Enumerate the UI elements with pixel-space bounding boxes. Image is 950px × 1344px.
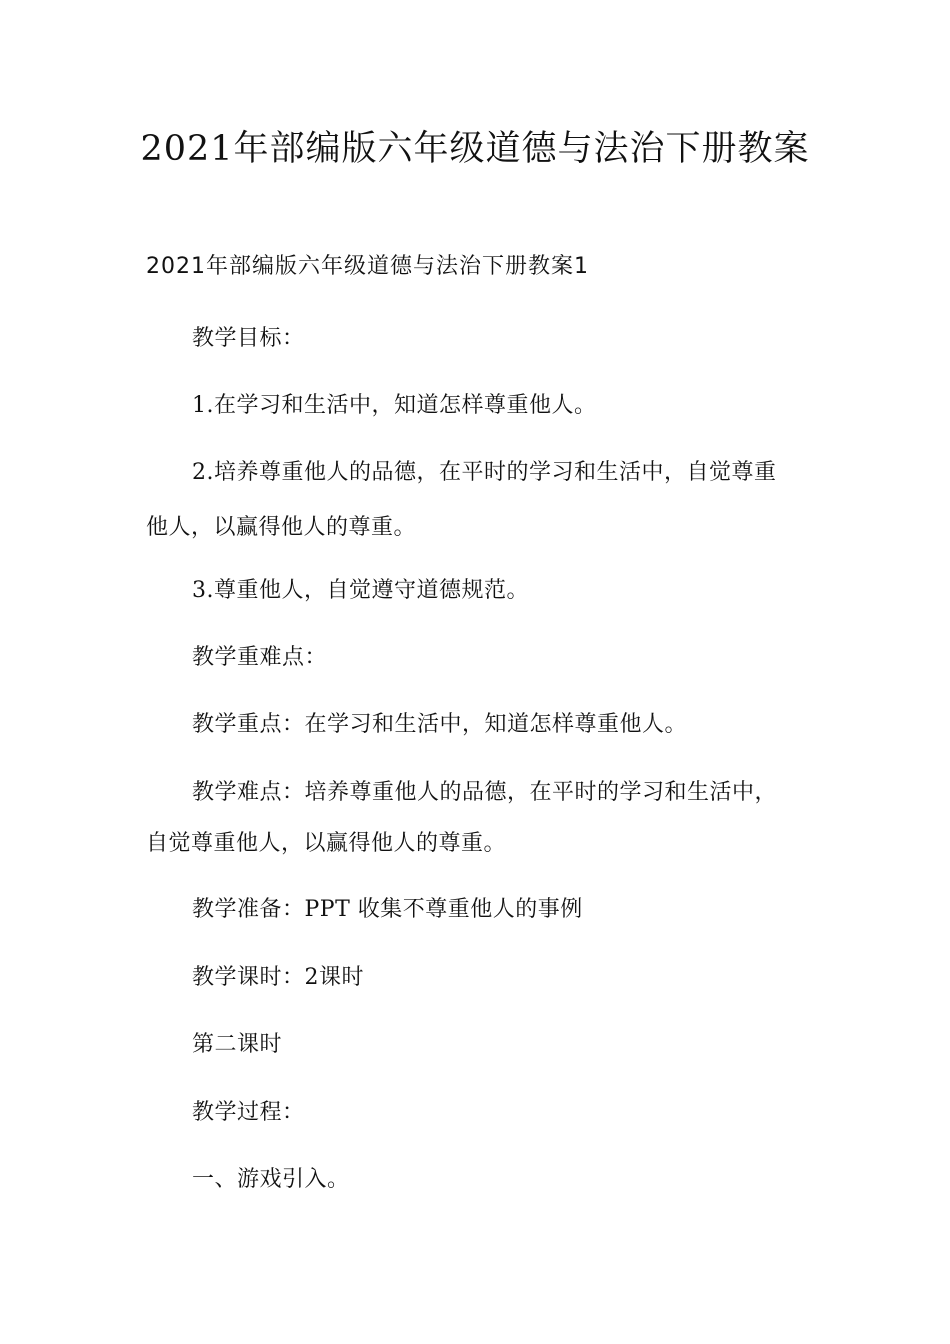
paragraph-difficult-point	[146, 776, 810, 861]
paragraph-class-hours	[146, 961, 810, 995]
paragraph-line: 1.在学习和生活中，知道怎样尊重他人。	[192, 393, 597, 418]
paragraph-key-point	[146, 708, 810, 742]
paragraph-line: 一、游戏引入。	[192, 1167, 350, 1192]
paragraph-objectives-label	[146, 322, 810, 356]
paragraph-line: 教学重难点：	[192, 645, 328, 670]
paragraph-line: 教学重点：在学习和生活中，知道怎样尊重他人。	[192, 712, 688, 737]
paragraph-process-label	[146, 1096, 810, 1130]
paragraph-line: 第二课时	[192, 1032, 283, 1057]
paragraph-line: 他人，以赢得他人的尊重。	[146, 515, 417, 540]
paragraph-line: 教学准备：PPT 收集不尊重他人的事例	[192, 897, 583, 922]
paragraph-key-points-label	[146, 641, 810, 675]
paragraph-objective-2	[146, 456, 810, 545]
paragraph-line: 2.培养尊重他人的品德，在平时的学习和生活中，自觉尊重	[192, 460, 777, 485]
paragraph-second-lesson	[146, 1028, 810, 1062]
paragraph-game-intro	[146, 1163, 810, 1197]
paragraph-line: 教学过程：	[192, 1100, 305, 1125]
paragraph-preparation	[146, 893, 810, 927]
paragraph-line: 教学课时：2课时	[192, 965, 364, 990]
paragraph-line: 3.尊重他人，自觉遵守道德规范。	[192, 578, 529, 603]
section-heading: 2021年部编版六年级道德与法治下册教案1	[146, 254, 589, 279]
paragraph-objective-3	[146, 574, 810, 608]
paragraph-objective-1	[146, 389, 810, 423]
paragraph-line: 教学难点：培养尊重他人的品德，在平时的学习和生活中，	[192, 780, 778, 805]
paragraph-line: 自觉尊重他人，以赢得他人的尊重。	[146, 831, 507, 856]
paragraph-line: 教学目标：	[192, 326, 305, 351]
document-title: 2021年部编版六年级道德与法治下册教案	[140, 129, 810, 169]
